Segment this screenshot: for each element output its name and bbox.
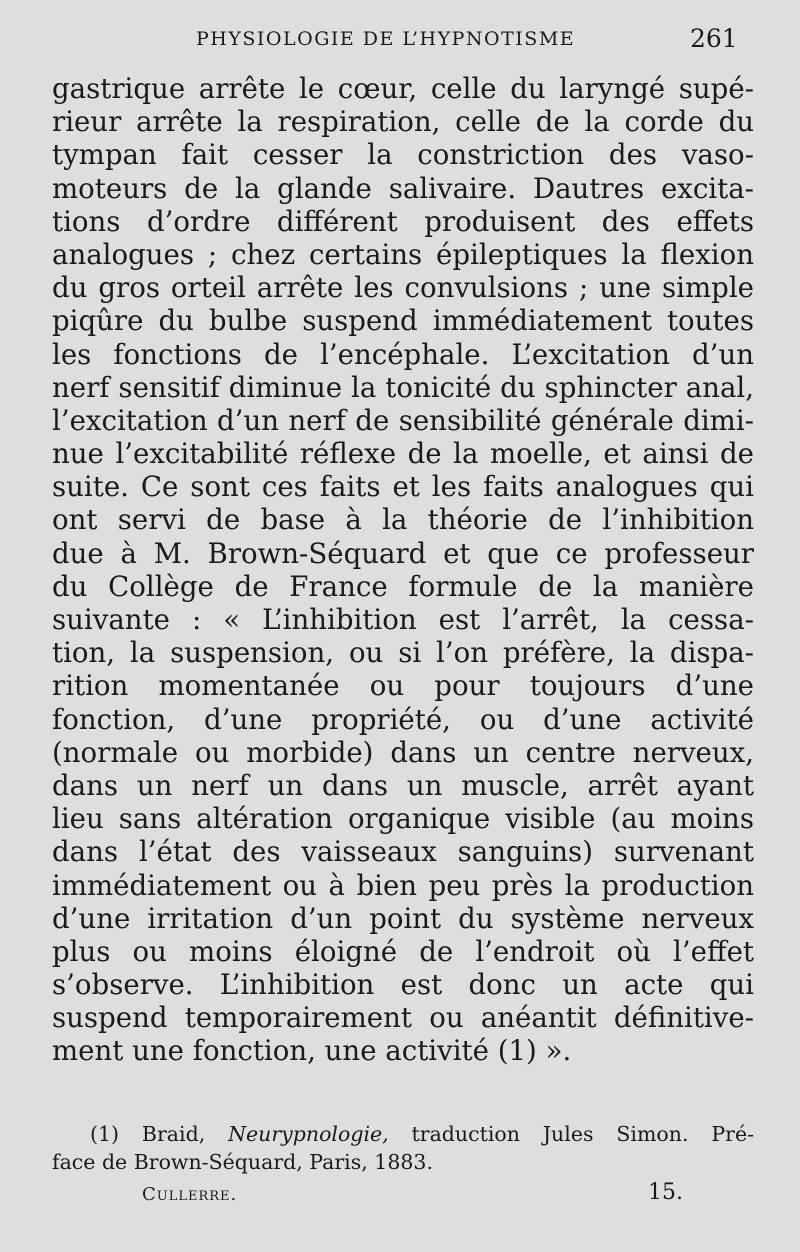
text-line: suspend temporairement ou anéantit définitive- [52, 1001, 754, 1035]
text-line: d’une irritation d’un point du système nerveux [52, 901, 754, 935]
text-line: nue l’excitabilité réflexe de la moelle, et ainsi de [52, 437, 754, 471]
text-line: s’observe. L’inhibition est donc un acte qui [52, 968, 754, 1002]
footnote-suffix: traduction Jules Simon. Pré- [388, 1122, 754, 1146]
text-line: fonction, d’une propriété, ou d’une activité [52, 702, 754, 736]
text-line: tympan fait cesser la constriction des vaso- [52, 138, 754, 172]
text-line: rition momentanée ou pour toujours d’une [52, 669, 754, 703]
page-footer [0, 1180, 800, 1214]
text-line: moteurs de la glande salivaire. Dautres excita- [52, 171, 754, 205]
signature-mark: Cullerre. [142, 1184, 238, 1205]
text-line: lieu sans altération organique visible (au moins [52, 802, 754, 836]
page-number: 261 [690, 24, 738, 53]
text-line: immédiatement ou à bien peu près la production [52, 868, 754, 902]
page-header [0, 24, 800, 64]
text-line: gastrique arrête le cœur, celle du laryngé supé- [52, 72, 754, 105]
text-line: rieur arrête la respiration, celle de la corde du [52, 105, 754, 139]
footnote [52, 1120, 754, 1176]
footnote-line: face de Brown-Séquard, Paris, 1883. [52, 1150, 433, 1174]
text-line: tions d’ordre différent produisent des effets [52, 204, 754, 238]
gathering-number: 15. [648, 1180, 683, 1205]
text-line: piqûre du bulbe suspend immédiatement toutes [52, 304, 754, 338]
text-line: suivante : « L’inhibition est l’arrêt, la cessa- [52, 603, 754, 636]
text-line: du Collège de France formule de la manière [52, 569, 754, 603]
text-line: l’excitation d’un nerf de sensibilité générale dimi- [52, 403, 754, 437]
text-line: (normale ou morbide) dans un centre nerveux, [52, 735, 754, 769]
text-line: tion, la suspension, ou si l’on préfère, la dispa- [52, 636, 754, 670]
text-line: dans un nerf un dans un muscle, arrêt ayant [52, 768, 754, 802]
text-line: due à M. Brown-Séquard et que ce professeur [52, 536, 754, 570]
text-line: plus ou moins éloigné de l’endroit où l’effet [52, 934, 754, 968]
footnote-book-title: Neurypnologie, [228, 1122, 389, 1146]
running-title: PHYSIOLOGIE DE L’HYPNOTISME [196, 28, 576, 50]
text-line: les fonctions de l’encéphale. L’excitation d’un [52, 337, 754, 371]
footnote-line [52, 1120, 754, 1148]
text-line: dans l’état des vaisseaux sanguins) survenant [52, 835, 754, 869]
body-paragraph [52, 72, 754, 1068]
text-line: ont servi de base à la théorie de l’inhibition [52, 503, 754, 537]
text-line: analogues ; chez certains épileptiques la flexion [52, 237, 754, 271]
text-line: suite. Ce sont ces faits et les faits analogues qui [52, 470, 754, 504]
footnote-prefix: (1) Braid, [90, 1122, 229, 1146]
text-line: du gros orteil arrête les convulsions ; une simple [52, 271, 754, 305]
text-line: nerf sensitif diminue la tonicité du sphincter anal, [52, 370, 754, 404]
text-line: ment une fonction, une activité (1) ». [52, 1034, 572, 1068]
